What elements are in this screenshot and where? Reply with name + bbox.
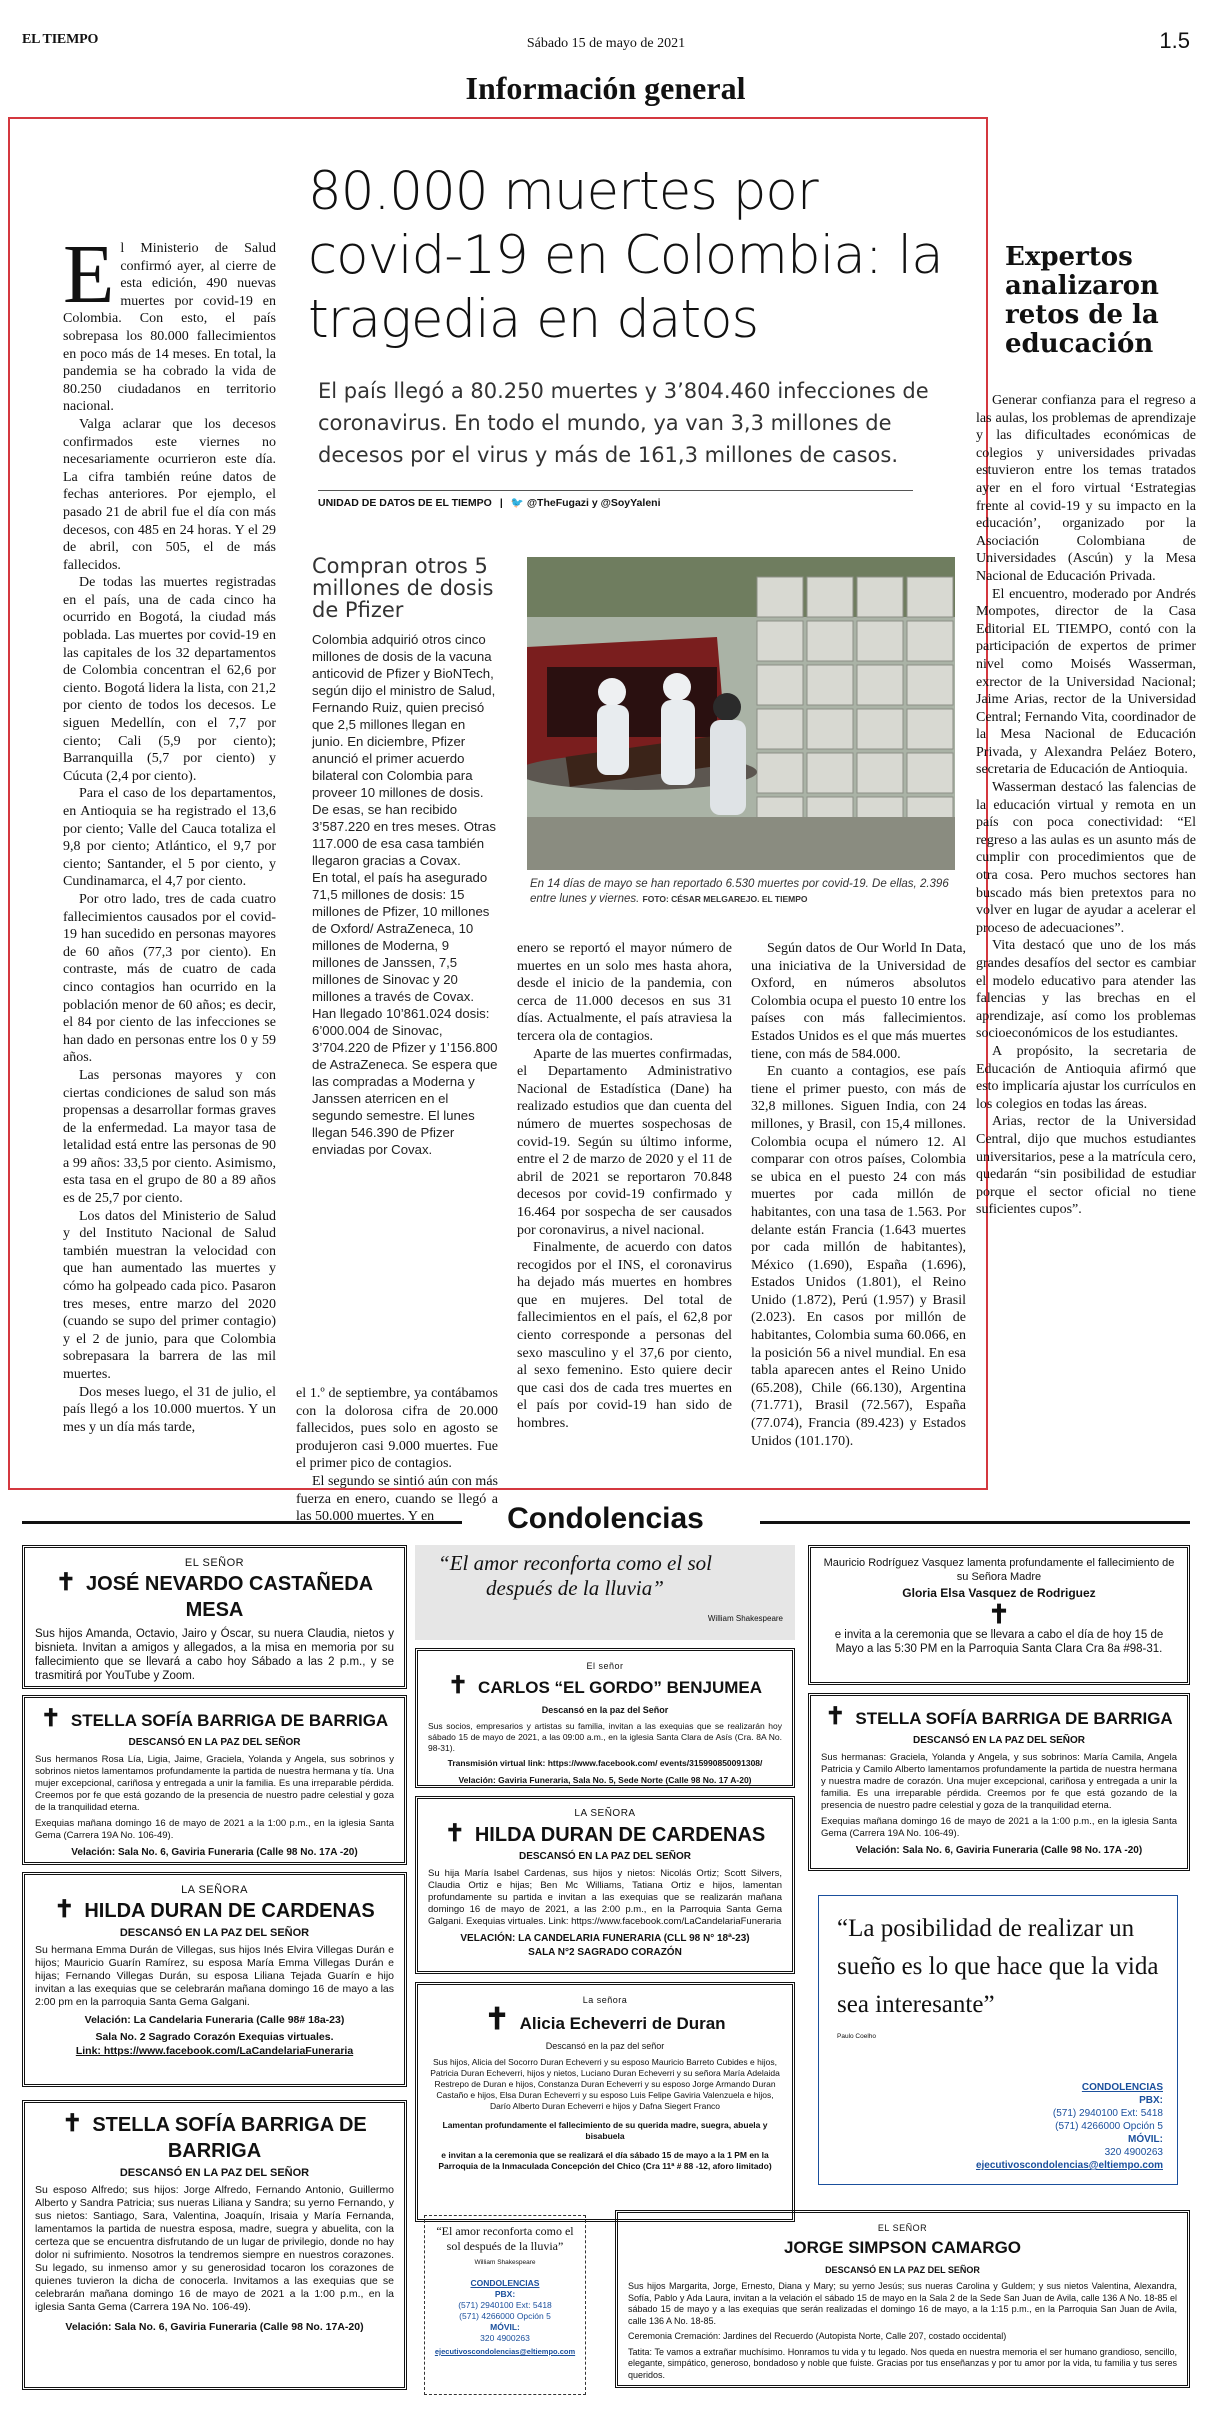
article-subhead: El país llegó a 80.250 muertes y 3’804.460 infecciones de coronavirus. En todo el mundo, ya van 3,3 millones de decesos por el virus y más de 161,3 millones de casos. xyxy=(318,379,929,467)
cross-icon: ✝ xyxy=(447,1672,469,1699)
obituary-footer-2: SALA N°2 SAGRADO CORAZÓN xyxy=(528,1947,682,1958)
issue-date: Sábado 15 de mayo de 2021 xyxy=(526,36,686,51)
cemetery-photo-illustration xyxy=(527,557,955,870)
education-column xyxy=(976,392,1196,1219)
education-paragraph: A propósito, la secretaria de Educación de Antioquia afirmó que esto implicaría ajustar los currículos en los colegios en todas las áreas. xyxy=(976,1043,1196,1112)
education-paragraph: Generar confianza para el regreso a las aulas, los problemas de aprendizaje y las dificultades económicas de colegios y universidades privadas estuvieron entre los temas tratados ayer en el foro virtual ‘Estrategias frente al covid-19 y su impacto en la educación’, organizado por la Asociación Colombiana de Universidades (Ascún) y la Mesa Nacional de Educación Privada. xyxy=(976,393,1196,584)
article-paragraph: El segundo se sintió aún con más fuerza en enero, cuando se llegó a las 50.000 muertes. Y en xyxy=(296,1473,498,1525)
obituary-barriga-1 xyxy=(22,1695,407,1865)
cross-icon: ✝ xyxy=(54,1896,75,1923)
article-paragraph: Aparte de las muertes confirmadas, el Departamento Administrativo Nacional de Estadística (Dane) ha realizado estudios que dan cuenta del número de muertes sospechosas de covid-19. Según su último informe, entre el 2 de marzo de 2020 y el 11 de abril de 2021 se reportaron 70.848 decesos por covid-19 confirmado y 16.464 por sospecha de ser causados por coronavirus, a nivel nacional. xyxy=(517,1046,732,1238)
contact-mobile-label: MÓVIL: xyxy=(1128,2134,1163,2145)
photo-credit: FOTO: CÉSAR MELGAREJO. EL TIEMPO xyxy=(642,894,808,904)
contact-block xyxy=(433,2278,577,2357)
obituary-footer: Velación: La Candelaria Funeraria (Calle 98# 18a-23) xyxy=(84,2014,345,2026)
article-paragraph: l Ministerio de Salud confirmó ayer, al cierre de esta edición, 490 nuevas muertes por covid-19 en Colombia. Con esto, el país sobrepasa los 80.000 fallecimientos en poco más de 14 meses. En total, la pandemia se ha cobrado la vida de 80.250 ciudadanos en territorio nacional. xyxy=(63,241,276,415)
article-paragraph: En cuanto a contagios, ese país tiene el primer puesto, con más de 32,8 millones. Siguen India, con 24 millones, y Brasil, con 15,4 millones. Colombia ocupa el número 12. Al comparar con otros países, Colombia se ubica en el puesto 24 con más muertes por cada millón de habitantes, con una tasa de 1.563. Por delante están Francia (1.643 muertes por cada millón de habitantes), México (1.690), España (1.696), Estados Unidos (1.801), el Reino Unido (1.872), Perú (1.957) y Brasil (2.023). En casos por millón de habitantes, Colombia suma 60.066, en la posición 56 a nivel mundial. En esa tabla aparecen antes el Reino Unido (65.208), Chile (66.130), Argentina (71.771), Brasil (72.567), España (77.074), Francia (89.423) y Estados Unidos (101.170). xyxy=(751,1064,966,1449)
obituary-label: La señora xyxy=(582,1995,628,2005)
contact-mobile: 320 4900263 xyxy=(480,2333,530,2343)
obituary-name: STELLA SOFÍA BARRIGA DE BARRIGA xyxy=(855,1709,1173,1728)
news-photo xyxy=(527,557,955,870)
obituary-label: EL SEÑOR xyxy=(184,1557,245,1569)
obituary-body: Sus hijos Margarita, Jorge, Ernesto, Diana y Mary; su yerno Jesús; sus nueras Carolina y Guldem; y sus nietos Valentina, Alexandra, Sofía, Pablo y Ada Laura, invitan a la velación el sábado 15 de mayo en la Sala 2 de la Sede San Juan de Avila, calle 136 A No. 18-85 el sábado 15 de mayo y a las exequias que serán realizadas el domingo 16 de mayo, a la 1:15 p.m., en la Parroquia San Juan de Avila, calle 136 A No. 18-85. xyxy=(628,2281,1177,2326)
article-paragraph: Los datos del Ministerio de Salud y del Instituto Nacional de Salud también muestran la velocidad con que han aumentado las muertes y cómo ha golpeado cada pico. Pasaron tres meses, entre marzo del 2020 (cuando se supo del primer contagio) y el 2 de junio, para que Colombia sobrepasara la barrera de las mil muertes. xyxy=(63,1208,276,1382)
article-paragraph: Según datos de Our World In Data, una iniciativa de la Universidad de Oxford, en números absolutos Colombia ocupa el puesto 10 entre los países con más fallecimientos. Estados Unidos es el que más muertes tiene, con más de 584.000. xyxy=(751,941,966,1062)
cross-icon: ✝ xyxy=(40,1705,61,1732)
obituary-name-row xyxy=(428,2003,782,2037)
obituary-name: Alicia Echeverri de Duran xyxy=(519,2014,726,2033)
article-paragraph: Dos meses luego, el 31 de julio, el país llegó a los 10.000 muertos. Y un mes y un día más tarde, xyxy=(63,1384,276,1435)
contact-pbx-label: PBX: xyxy=(494,2289,516,2299)
obituary-name: HILDA DURAN DE CARDENAS xyxy=(84,1900,375,1922)
obituary-name: HILDA DURAN DE CARDENAS xyxy=(474,1824,766,1846)
obituary-body: e invita a la ceremonia que se llevara a cabo el día de hoy 15 de Mayo a las 5:30 PM en la Parroquia Santa Clara Cra 8a #98-31. xyxy=(834,1629,1164,1655)
sidebar-paragraph: Colombia adquirió otros cinco millones de dosis de la vacuna anticovid de Pfizer y BioNTech, según dijo el ministro de Salud, Fernando Ruiz, quien precisó que 2,5 millones llegan en junio. En diciembre, Pfizer anunció el primer acuerdo bilateral con Colombia para proveer 10 millones de dosis. De esas, se han recibido 3’587.220 en tres meses. Otras 117.000 de esa casa también llegaron gracias a Covax. xyxy=(312,632,496,868)
obituary-subtitle: Descansó en la paz del señor xyxy=(545,2041,665,2051)
article-paragraph: Por otro lado, tres de cada cuatro fallecimientos causados por el covid-19 han sucedido en personas mayores de 60 años (77,3 por ciento). En contraste, más de cuatro de cada cinco contagios han ocurrido en la población menor de 60 años; es decir, el 84 por ciento de las infecciones se han dado en personas entre los 0 y 59 años. xyxy=(63,891,276,1066)
obituary-name: Gloria Elsa Vasquez de Rodriguez xyxy=(902,1586,1096,1600)
obituary-castaneda xyxy=(22,1545,407,1689)
article-headline: 80.000 muertes por covid-19 en Colombia: la tragedia en datos xyxy=(308,161,943,350)
article-column-1 xyxy=(63,228,276,1436)
cross-icon: ✝ xyxy=(55,1569,77,1596)
quote-text: “La posibilidad de realizar un sueño es lo que hace que la vida sea interesante” xyxy=(837,1915,1159,2018)
obituary-footer-2: Sala No. 2 Sagrado Corazón Exequias virtuales. xyxy=(95,2031,334,2043)
contact-pbx-1: (571) 2940100 Ext: 5418 xyxy=(1052,2108,1163,2119)
obituary-label: EL SEÑOR xyxy=(877,2223,928,2233)
contact-pbx-label: PBX: xyxy=(1139,2095,1163,2106)
obituary-simpson xyxy=(615,2210,1190,2388)
obituary-name-row xyxy=(35,1897,394,1924)
article-paragraph: Finalmente, de acuerdo con datos recogidos por el INS, el coronavirus ha dejado más muertes en hombres que en mujeres. Del total de fallecimientos en el país, el 62,8 por ciento corresponde a personas del sexo masculino y el 37,6 por ciento, al sexo femenino. Esto quiere decir que casi dos de cada tres muertes en el país por covid-19 han sido de hombres. xyxy=(517,1240,732,1432)
obituary-duran-1 xyxy=(22,1872,407,2087)
cross-icon: ✝ xyxy=(444,1820,465,1847)
obituary-subtitle: DESCANSÓ EN LA PAZ DEL SEÑOR xyxy=(119,1927,310,1939)
obituary-name: STELLA SOFÍA BARRIGA DE BARRIGA xyxy=(92,2114,367,2162)
obituary-subtitle: DESCANSÓ EN LA PAZ DEL SEÑOR xyxy=(128,1737,301,1748)
article-paragraph: el 1.º de septiembre, ya contábamos con la dolorosa cifra de 20.000 fallecidos, pues solo en agosto se produjeron casi 9.000 muertes. Fue el primer pico de contagios. xyxy=(296,1386,498,1472)
condolences-title: Condolencias xyxy=(507,1502,704,1535)
obituary-benjumea xyxy=(415,1648,795,1788)
obituary-subtitle: DESCANSÓ EN LA PAZ DEL SEÑOR xyxy=(518,1851,692,1862)
obituary-name-row xyxy=(428,1673,782,1701)
obituary-body: Su hija María Isabel Cardenas, sus hijos y nietos: Nicolás Ortiz; Scott Silvers, Claudia Ortiz e hijas; Ben Mc Williams, Tatiana Ortiz e hijos, lamentan profundamente su partida e invitan a las exequias que se realizarán mañana domingo 16 de mayo de 2021, a las 2:00 p.m., en la Parroquia Santa Gema Galgani. Exequias virtuales. Link: https://www.facebook.com/LaCandelariaFuneraria xyxy=(428,1868,782,1927)
contact-pbx-1: (571) 2940100 Ext: 5418 xyxy=(458,2300,552,2310)
obituary-footer: e invitan a la ceremonia que se realizará el día sábado 15 de mayo a la 1 PM en la Parroquia de la Inmaculada Concepción del Chico (Cra 11ª # 88 -12, aforo limitado) xyxy=(438,2150,772,2171)
obituary-duran-2 xyxy=(415,1796,795,1974)
twitter-icon: 🐦 xyxy=(510,497,524,509)
cross-icon: ✝ xyxy=(988,1599,1010,1629)
obituary-intro: Mauricio Rodríguez Vasquez lamenta profundamente el fallecimiento de su Señora Madre xyxy=(823,1557,1175,1583)
article-paragraph: enero se reportó el mayor número de muertes en un solo mes hasta ahora, desde el inicio de la pandemia, con cerca de 11.000 decesos en sus 31 días. Actualmente, el país atraviesa la tercera ola de contagios. xyxy=(517,941,732,1044)
contact-mobile: 320 4900263 xyxy=(1104,2147,1163,2158)
obituary-footer: Velación: Sala No. 6, Gaviria Funeraria (Calle 98 No. 17A -20) xyxy=(855,1845,1143,1856)
contact-block xyxy=(976,2081,1163,2172)
obituary-name-row xyxy=(821,1704,1177,1732)
byline-divider xyxy=(318,490,913,491)
cross-icon: ✝ xyxy=(825,1703,846,1730)
byline-social: @TheFugazi y @SoyYaleni xyxy=(526,497,661,509)
contact-mobile-label: MÓVIL: xyxy=(490,2322,520,2332)
article-paragraph: Valga aclarar que los decesos confirmados este viernes no necesariamente ocurrieron este día. La cifra también reúne datos de fechas anteriores. Por ejemplo, el pasado 21 de abril fue el día con más decesos, con 485 en 24 horas. Y el 29 de abril, con 505, el de más fallecidos. xyxy=(63,416,276,573)
sidebar-title: Compran otros 5 millones de dosis de Pfizer xyxy=(312,554,494,622)
contact-email[interactable]: ejecutivoscondolencias@eltiempo.com xyxy=(975,2160,1163,2171)
obituary-label: LA SEÑORA xyxy=(181,1884,248,1896)
obituary-name: JORGE SIMPSON CAMARGO xyxy=(783,2238,1022,2257)
article-byline: UNIDAD DE DATOS DE EL TIEMPO | 🐦 @TheFugazi y @SoyYaleni xyxy=(318,497,661,509)
sidebar-paragraph: Han llegado 10’861.024 dosis: 6’000.004 de Sinovac, 3’704.220 de Pfizer y 1’156.800 de AstraZeneca. Se espera que las compradas a Moderna y Janssen aterricen en el segundo semestre. El lunes llegan 546.390 de Pfizer enviadas por Covax. xyxy=(312,1006,498,1157)
article-column-4 xyxy=(517,940,732,1433)
obituary-link[interactable]: Link: https://www.facebook.com/LaCandelariaFuneraria xyxy=(75,2045,354,2057)
photo-caption xyxy=(530,877,955,907)
obituary-body: Sus socios, empresarios y artistas su familia, invitan a las exequias que se realizarán hoy sábado 15 de mayo de 2021, a las 09:00 a.m., en la iglesia Santa Clara de Asís (Cra. 8A No. 98-31). xyxy=(428,1721,782,1753)
quote-author: Paulo Coelho xyxy=(837,2033,877,2040)
obituary-body: Su hermana Emma Durán de Villegas, sus hijos Inés Elvira Villegas Durán e hijos; Mauricio Guarín Ramírez, su esposa María Emma Villegas Durán e hijas; Fernando Villegas Durán, su esposa Liliana Tejada Guarín e hijo invitan a las exequias que se celebrarán mañana domingo 16 de mayo a las 2:00 pm en la parroquia Santa Gema Galgani. xyxy=(35,1944,394,2008)
drop-cap: E xyxy=(63,228,115,321)
obituary-name: JOSÉ NEVARDO CASTAÑEDA MESA xyxy=(86,1573,374,1621)
education-paragraph: Vita destacó que uno de los más grandes desafíos del sector es cambiar el modelo educativo para atender las falencias y las brechas en el aprendizaje, así como los problemas socioeconómicos de los estudiantes. xyxy=(976,938,1196,1042)
obituary-name-row xyxy=(35,2111,394,2164)
article-paragraph: De todas las muertes registradas en el país, una de cada cinco ha ocurrido en Bogotá, la ciudad más poblada. Las muertes por covid-19 en las capitales de los 32 departamentos de Colombia concentran el 62,6 por ciento. Bogotá lidera la lista, con 21,2 por ciento de todos los decesos. Le siguen Medellín, con el 7,7 por ciento; Cali (5,9 por ciento); Barranquilla (5,7 por ciento) y Cúcuta (2,4 por ciento). xyxy=(63,575,276,784)
obituary-barriga-3 xyxy=(808,1693,1190,1871)
obituary-services: Exequias mañana domingo 16 de mayo de 2021 a la 1:00 p.m., en la iglesia Santa Gema (Carrera 19A No. 106-49). xyxy=(821,1816,1177,1839)
obituary-subtitle: DESCANSÓ EN LA PAZ DEL SEÑOR xyxy=(825,2265,980,2275)
contact-title: CONDOLENCIAS xyxy=(1081,2082,1163,2093)
quote-author: William Shakespeare xyxy=(474,2259,536,2266)
obituary-subtitle: DESCANSÓ EN LA PAZ DEL SEÑOR xyxy=(912,1735,1086,1746)
obituary-body: Sus hijos, Alicia del Socorro Duran Echeverri y su esposo Mauricio Barreto Cubides e hijos, Patricia Duran Echeverri, hijos y nietos, Luciano Duran Echeverri y su señora María Adelaida Restrepo de Duran e hijos, Constanza Duran Echeverri y su esposo Jorge Armando Duran Castaño e hijos, Elsa Duran Echeverri y su esposo Luis Felipe Gaviria Valenzuela e hijos, Darío Alberto Duran Echeverri e hijos y Dafna Siegert Franco xyxy=(430,2057,780,2111)
obituary-vasquez xyxy=(808,1545,1190,1685)
quote-author: William Shakespeare xyxy=(707,1614,783,1623)
byline-unit: UNIDAD DE DATOS DE EL TIEMPO xyxy=(318,497,492,509)
contact-pbx-2: (571) 4266000 Opción 5 xyxy=(1055,2121,1163,2132)
obituary-name: CARLOS “EL GORDO” BENJUMEA xyxy=(478,1678,763,1697)
sidebar-pfizer xyxy=(312,555,498,1158)
obituary-label: El señor xyxy=(586,1661,624,1671)
page-number: 1.5 xyxy=(1159,28,1190,53)
obituary-body: Su esposo Alfredo; sus hijos: Jorge Alfredo, Fernando Antonio, Guillermo Alberto y Sandra Patricia; sus nueras Liliana y Sandra; su yerno Fernando, y sus nietos: Santiago, Sara, Valentina, Joaquín, Irisaia y María Fernanda, lamentamos la partida de nuestra esposa, madre, suegra y abuelita, con la certeza que se encuentra disfrutando de un lugar de privilegio, donde no hay dolor ni sufrimiento. Nosotros la tendremos siempre en nuestros corazones. Su legado, su inmenso amor y su generosidad tocaron los corazones de quienes tuvieron la dicha de conocerla. Invitamos a las exequias que se celebrarán mañana domingo 16 de mayo de 2021 a la 1:00 p.m., en la iglesia Santa Gema (Carrera 19A No. 106-49). xyxy=(35,2184,394,2313)
quote-text: “El amor reconforta como el sol después de la lluvia” xyxy=(438,1551,712,1600)
cross-icon: ✝ xyxy=(484,2003,510,2036)
contact-pbx-2: (571) 4266000 Opción 5 xyxy=(459,2311,551,2321)
obituary-footer: VELACIÓN: LA CANDELARIA FUNERARIA (CLL 98 N° 18ª-23) xyxy=(460,1933,750,1944)
obituary-body-2: Lamentan profundamente el fallecimiento de su querida madre, suegra, abuela y bisabuela xyxy=(442,2120,768,2141)
quote-text: “El amor reconforta como el sol después de la lluvia” xyxy=(436,2224,574,2253)
obituary-subtitle: Descansó en la paz del Señor xyxy=(541,1705,669,1715)
contact-email[interactable]: ejecutivoscondolencias@eltiempo.com xyxy=(434,2347,576,2356)
sidebar-body xyxy=(312,631,498,1158)
newspaper-name: EL TIEMPO xyxy=(22,32,99,47)
obituary-body: Sus hijos Amanda, Octavio, Jairo y Óscar, su nuera Claudia, nietos y bisnieta. Invitan a amigos y allegados, a la misa en memoria por su fallecimiento que se llevará a cabo hoy Sábado a las 2 p.m., y se trasmitirá por YouTube y Zoom. xyxy=(35,1628,394,1682)
obituary-body: Sus hermanas: Graciela, Yolanda y Angela, y sus sobrinos: María Camila, Angela Patricia y Camilo Alberto lamentamos profundamente la partida de nuestra hermana y nuestra madre de corazón. Una mujer excepcional, cariñosa y entregada a unir la familia. Es una irreparable pérdida. Creemos por fe que está gozando de la presencia de nuestro padre celestial y goza de la tranquilidad eterna. xyxy=(821,1752,1177,1811)
sidebar-paragraph: En total, el país ha asegurado 71,5 millones de dosis: 15 millones de Pfizer, 10 millones de Oxford/ AstraZeneca, 10 millones de Moderna, 9 millones de Janssen, 7,5 millones de Sinovac y 20 millones a través de Covax. xyxy=(312,870,490,1004)
education-paragraph: Arias, rector de la Universidad Central, dijo que muchos estudiantes universitarios, pese a la matrícula cero, quedarán “sin posibilidad de estudiar porque el sector oficial no tiene suficientes cupos”. xyxy=(976,1114,1196,1218)
quote-block-small xyxy=(424,2215,586,2395)
obituary-name-row xyxy=(35,1570,394,1623)
obituary-tribute: Tatita: Te vamos a extrañar muchísimo. Honramos tu vida y tu legado. Nos queda en nuestra memoria el ser humano grandioso, sencillo, elegante, simpático, generoso, bondadoso y noble que fuiste. Gracias por tus enseñanzas y por tu amor por la vida, tu familia y tus seres queridos. xyxy=(628,2346,1177,2380)
section-title: Información general xyxy=(465,70,746,106)
article-paragraph: Para el caso de los departamentos, en Antioquia se ha registrado el 13,6 por ciento; Valle del Cauca totaliza el 9,8 por ciento; Atlántico, el 9,7 por ciento; Santander, el 5 por ciento, y Cundinamarca, el 4,7 por ciento. xyxy=(63,786,276,890)
quote-block-shakespeare xyxy=(415,1545,795,1640)
obituary-footer: Velación: Sala No. 6, Gaviria Funeraria (Calle 98 No. 17A-20) xyxy=(65,2321,364,2333)
contact-title: CONDOLENCIAS xyxy=(470,2278,540,2288)
cross-icon: ✝ xyxy=(62,2110,83,2137)
education-headline: Expertos analizaron retos de la educación xyxy=(1005,242,1159,359)
obituary-barriga-2 xyxy=(22,2100,407,2390)
obituary-body: Sus hermanos Rosa Lía, Ligia, Jaime, Graciela, Yolanda y Angela, sus sobrinos y sobrinos nietos lamentamos profundamente la partida de nuestra hermana y tía. Una mujer excepcional, cariñosa y entregada a unir la familia. Es una irreparable pérdida. Creemos por fe que está gozando de la presencia de nuestro padre celestial y goza de la tranquilidad eterna. xyxy=(35,1754,394,1813)
education-paragraph: El encuentro, moderado por Andrés Mompotes, director de la Casa Editorial EL TIEMPO, contó con la participación de expertos de primer nivel como Moisés Wasserman, exrector de la Universidad Nacional; Jaime Arias, rector de la Universidad Central; Fernando Vita, coordinador de la Mesa Nacional de Educación Privada, y Alexandra Peláez Botero, secretaria de Educación de Antioquia. xyxy=(976,586,1196,778)
obituary-name-row xyxy=(35,1706,394,1734)
caption-text: En 14 días de mayo se han reportado 6.530 muertes por covid-19. De ellas, 2.396 entre lunes y viernes. xyxy=(530,878,949,905)
article-column-5 xyxy=(751,940,966,1450)
quote-block-coelho xyxy=(818,1895,1178,2185)
obituary-cremation: Ceremonia Cremación: Jardines del Recuerdo (Autopista Norte, Calle 207, costado occidental) xyxy=(628,2331,1007,2341)
masthead xyxy=(22,28,1190,60)
obituary-echeverri xyxy=(415,1982,795,2222)
obituary-label: LA SEÑORA xyxy=(574,1808,636,1819)
obituary-stream-link[interactable]: Transmisión virtual link: https://www.facebook.com/ events/315990850091308/ xyxy=(447,1758,763,1768)
obituary-name: STELLA SOFÍA BARRIGA DE BARRIGA xyxy=(70,1711,389,1730)
obituary-footer: Velación: Gaviria Funeraria, Sala No. 5, Sede Norte (Calle 98 No. 17 A-20) xyxy=(458,1775,752,1785)
obituary-name-row xyxy=(428,1821,782,1848)
obituary-subtitle: DESCANSÓ EN LA PAZ DEL SEÑOR xyxy=(119,2167,310,2179)
education-paragraph: Wasserman destacó las falencias de la educación virtual y remota en un país con poca conectividad: “El regreso a las aulas es un asunto más de cumplir con procedimientos que de otra cosa. Pero muchos sectores han buscado más bien pretextos para no volver en lugar de ayudar a acelerar el proceso de adecuaciones”. xyxy=(976,780,1196,936)
article-paragraph: Las personas mayores y con ciertas condiciones de salud son más propensas a desarrollar formas graves de la enfermedad. La mayor tasa de letalidad está entre las personas de 90 a 99 años: 33,5 por ciento. Asimismo, esta tasa en el grupo de 80 a 89 años es de 25,7 por ciento. xyxy=(63,1067,276,1207)
obituary-services: Exequias mañana domingo 16 de mayo de 2021 a la 1:00 p.m., en la iglesia Santa Gema (Carrera 19A No. 106-49). xyxy=(35,1818,394,1841)
obituary-footer: Velación: Sala No. 6, Gaviria Funeraria (Calle 98 No. 17A -20) xyxy=(71,1847,358,1858)
